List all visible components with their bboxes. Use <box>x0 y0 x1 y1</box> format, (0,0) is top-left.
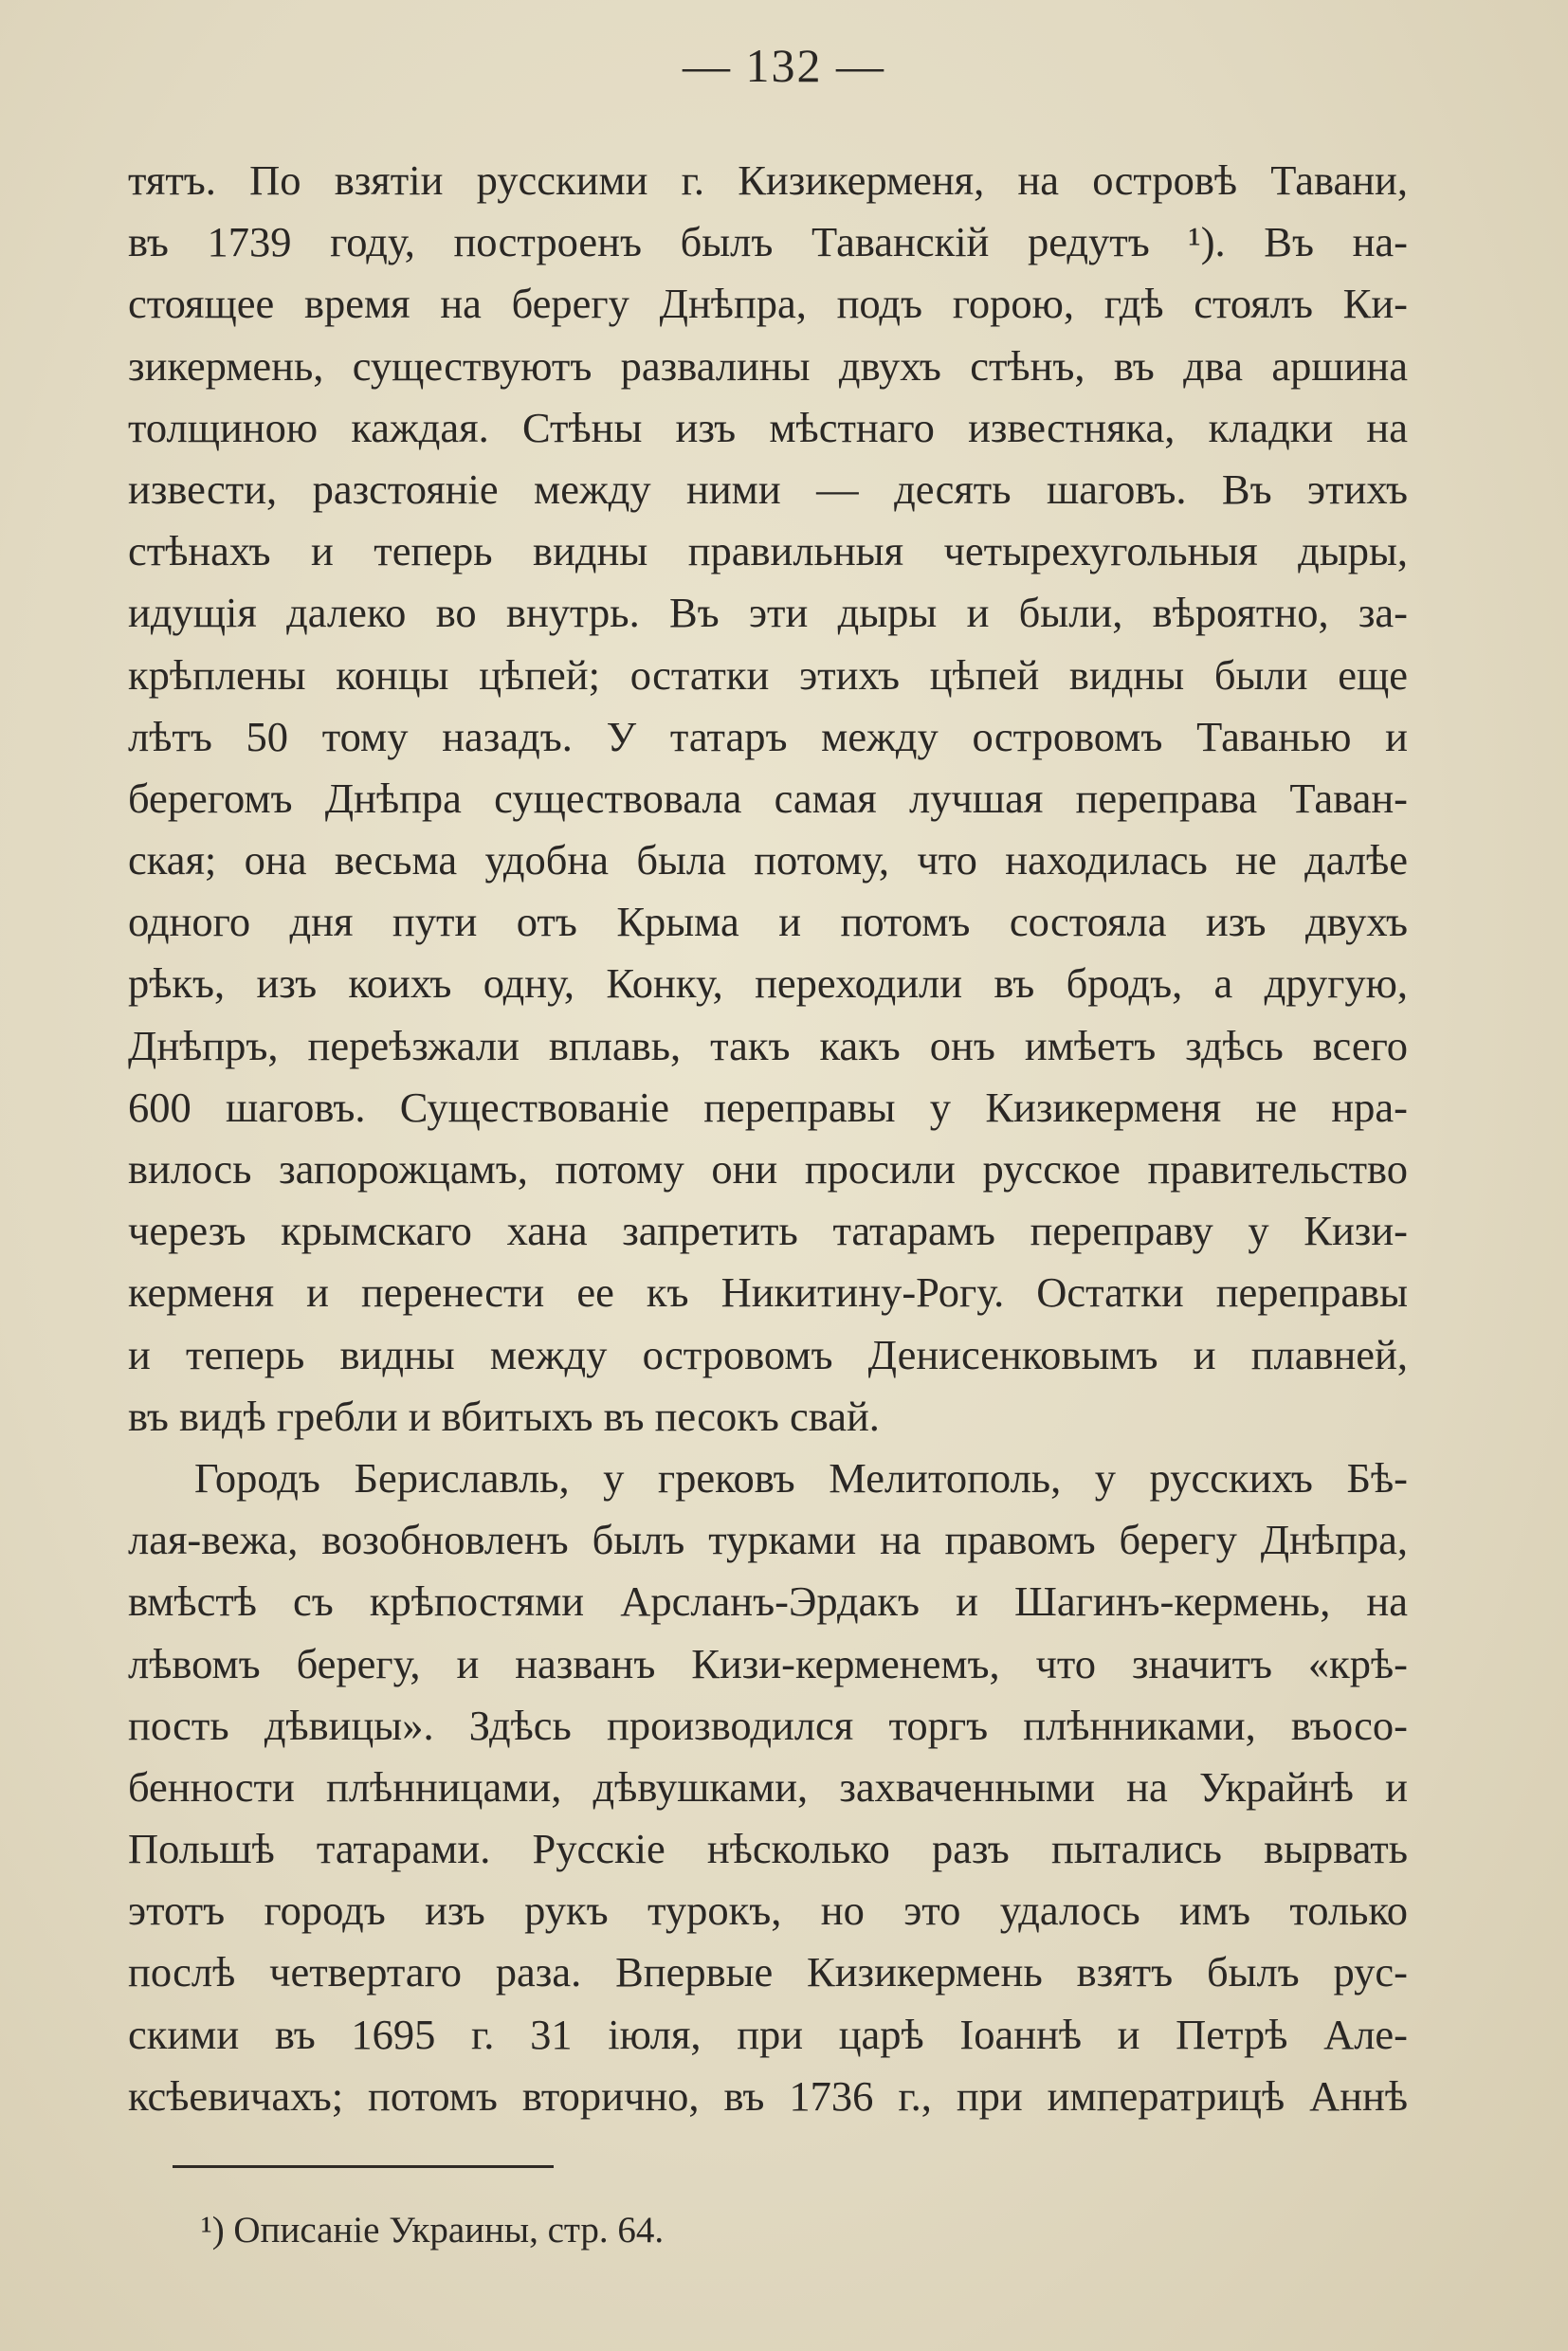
text-line: одного дня пути отъ Крыма и потомъ состояла изъ двухъ <box>128 898 1408 946</box>
text-line: стѣнахъ и теперь видны правильныя четырехугольныя дыры, <box>128 527 1408 575</box>
text-line: Днѣпръ, переѣзжали вплавь, такъ какъ онъ имѣетъ здѣсь всего <box>128 1021 1408 1069</box>
text-line: и теперь видны между островомъ Денисенковымъ и плавней, <box>128 1330 1408 1378</box>
text-line: зикермень, существуютъ развалины двухъ стѣнъ, въ два аршина <box>128 341 1408 390</box>
text-line: пость дѣвицы». Здѣсь производился торгъ плѣнниками, въосо- <box>128 1701 1408 1749</box>
text-line: этотъ городъ изъ рукъ турокъ, но это удалось имъ только <box>128 1886 1408 1935</box>
text-line: въ 1739 году, построенъ былъ Таванскій редутъ ¹). Въ на- <box>128 218 1408 266</box>
text-line: ксѣевичахъ; потомъ вторично, въ 1736 г., при императрицѣ Аннѣ <box>128 2071 1408 2120</box>
text-line: идущія далеко во внутрь. Въ эти дыры и были, вѣроятно, за- <box>128 589 1408 637</box>
text-line: вмѣстѣ съ крѣпостями Арсланъ-Эрдакъ и Шагинъ-кермень, на <box>128 1577 1408 1626</box>
text-line: тятъ. По взятіи русскими г. Кизикерменя, на островѣ Тавани, <box>128 156 1408 204</box>
body-text <box>128 150 1408 2127</box>
text-line: Городъ Бериславль, у грековъ Мелитополь, у русскихъ Бѣ- <box>194 1453 1408 1502</box>
text-line: бенности плѣнницами, дѣвушками, захваченными на Украйнѣ и <box>128 1762 1408 1811</box>
text-line: стоящее время на берегу Днѣпра, подъ горою, гдѣ стоялъ Ки- <box>128 280 1408 328</box>
text-line: вилось запорожцамъ, потому они просили русское правительство <box>128 1145 1408 1193</box>
text-line: лѣтъ 50 тому назадъ. У татаръ между островомъ Таванью и <box>128 712 1408 760</box>
text-line: берегомъ Днѣпра существовала самая лучшая переправа Таван- <box>128 774 1408 822</box>
text-line: 600 шаговъ. Существованіе переправы у Кизикерменя не нра- <box>128 1083 1408 1131</box>
text-line: скими въ 1695 г. 31 іюля, при царѣ Іоаннѣ и Петрѣ Але- <box>128 2010 1408 2058</box>
text-line: рѣкъ, изъ коихъ одну, Конку, переходили въ бродъ, а другую, <box>128 959 1408 1008</box>
text-line: лая-вежа, возобновленъ былъ турками на правомъ берегу Днѣпра, <box>128 1516 1408 1564</box>
text-line: керменя и перенести ее къ Никитину-Рогу. Остатки переправы <box>128 1268 1408 1317</box>
text-line: толщиною каждая. Стѣны изъ мѣстнаго известняка, кладки на <box>128 403 1408 451</box>
text-line: извести, разстояніе между ними — десять шаговъ. Въ этихъ <box>128 465 1408 513</box>
text-line: лѣвомъ берегу, и названъ Кизи-керменемъ, что значитъ «крѣ- <box>128 1639 1408 1687</box>
text-line: въ видѣ гребли и вбитыхъ въ песокъ свай. <box>128 1392 880 1440</box>
text-line: ская; она весьма удобна была потому, что находилась не далѣе <box>128 836 1408 884</box>
footnote: ¹) Описаніе Украины, стр. 64. <box>201 2210 665 2251</box>
page-number: — 132 — <box>683 39 885 92</box>
footnote-divider <box>173 2165 554 2168</box>
text-line: послѣ четвертаго раза. Впервые Кизикермень взятъ былъ рус- <box>128 1948 1408 1996</box>
text-line: Польшѣ татарами. Русскіе нѣсколько разъ пытались вырвать <box>128 1825 1408 1873</box>
text-line: черезъ крымскаго хана запретить татарамъ переправу у Кизи- <box>128 1207 1408 1255</box>
text-line: крѣплены концы цѣпей; остатки этихъ цѣпей видны были еще <box>128 650 1408 699</box>
